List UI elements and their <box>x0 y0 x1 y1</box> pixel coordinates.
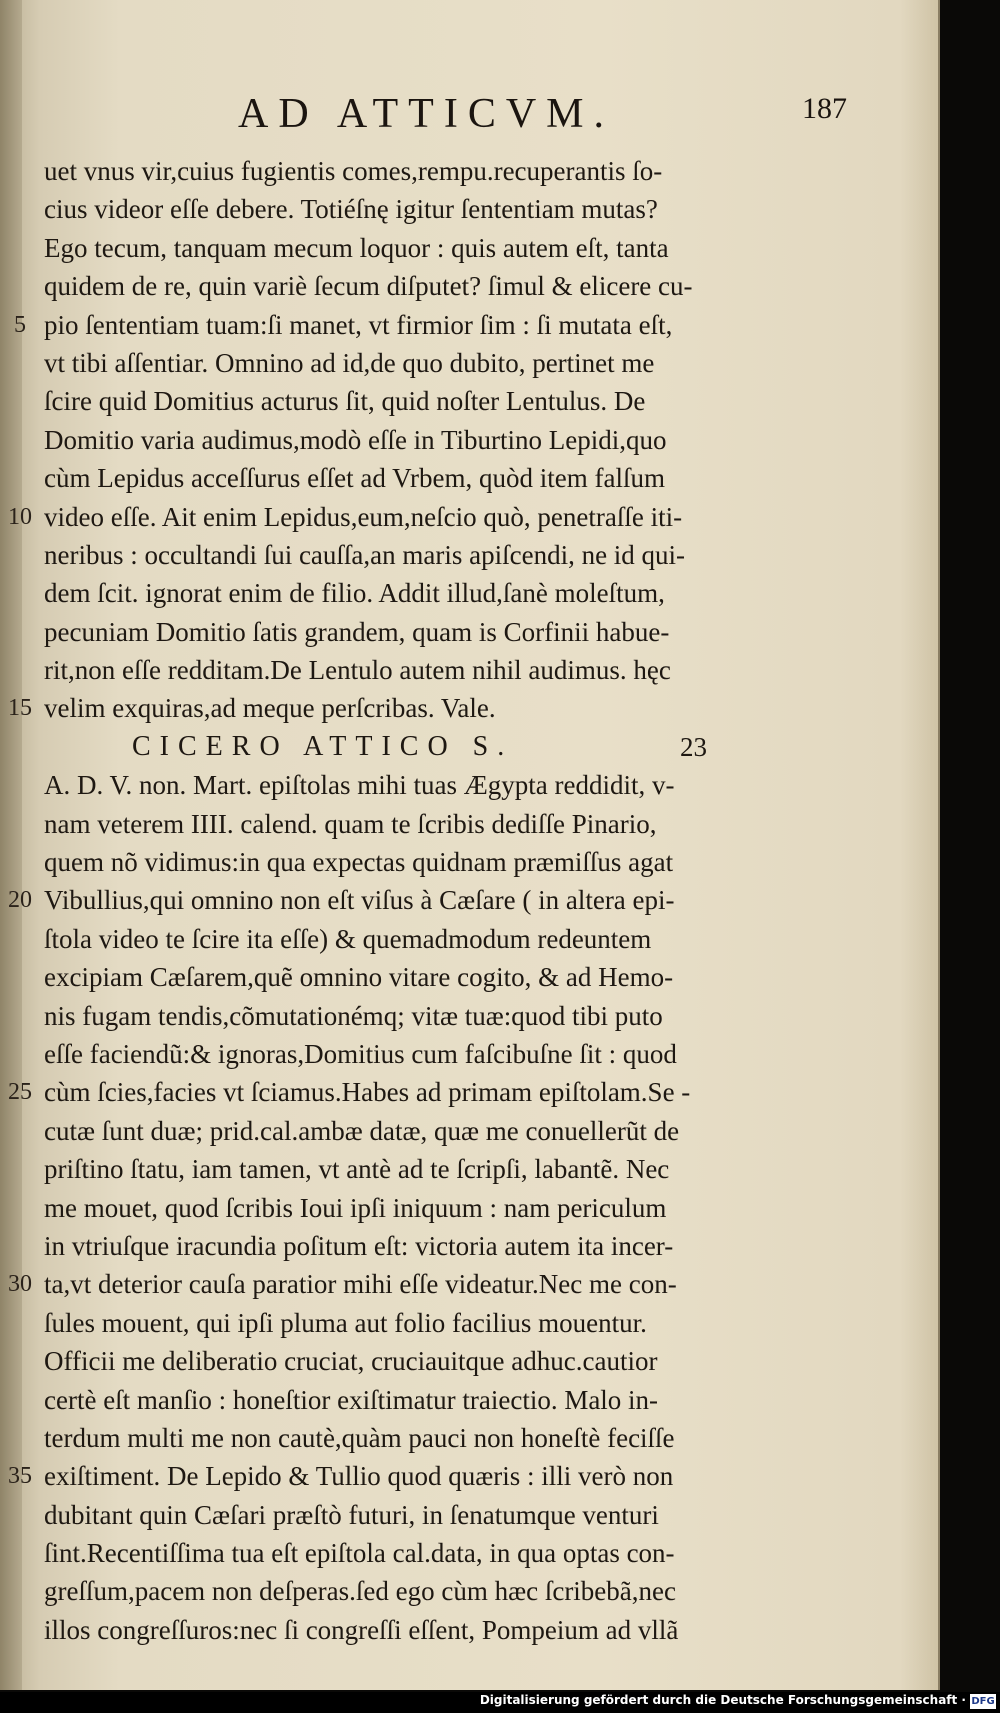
text-line <box>0 1112 938 1150</box>
line-text: ſules mouent, qui ipſi pluma aut folio facilius mouentur. <box>44 1307 647 1338</box>
line-text: exiſtiment. De Lepido & Tullio quod quæris : illi verò non <box>44 1461 674 1492</box>
text-line <box>0 229 938 267</box>
text-line <box>0 190 938 228</box>
text-line <box>0 1572 938 1610</box>
line-text: eſſe faciendũ:& ignoras,Domitius cum faſcibuſne ſit : quod <box>44 1038 677 1069</box>
text-line <box>0 1534 938 1572</box>
line-text: ſint.Recentiſſima tua eſt epiſtola cal.data, in qua optas con- <box>44 1538 675 1569</box>
line-text: me mouet, quod ſcribis Ioui ipſi iniquum : nam periculum <box>44 1192 667 1223</box>
digitization-footer <box>0 1692 1000 1713</box>
line-text: Ego tecum, tanquam mecum loquor : quis autem eſt, tanta <box>44 232 669 263</box>
text-line <box>0 1304 938 1342</box>
line-text: vt tibi aſſentiar. Omnino ad id,de quo dubito, pertinet me <box>44 347 655 378</box>
text-line <box>0 152 938 190</box>
line-text: quidem de re, quin variè ſecum diſputet? ſimul & elicere cu- <box>44 271 693 302</box>
text-line <box>0 344 938 382</box>
text-line <box>0 1611 938 1649</box>
line-number: 25 <box>8 1079 32 1106</box>
line-text: cùm ſcies,facies vt ſciamus.Habes ad primam epiſtolam.Se - <box>44 1077 691 1108</box>
text-line <box>0 1381 938 1419</box>
line-text: pio ſententiam tuam:ſi manet, vt firmior ſim : ſi mutata eſt, <box>44 309 673 340</box>
text-line <box>0 421 938 459</box>
line-text: velim exquiras,ad meque perſcribas. Vale. <box>44 693 496 724</box>
line-text: Officii me deliberatio cruciat, cruciauitque adhuc.cautior <box>44 1346 658 1377</box>
line-number: 10 <box>8 503 32 530</box>
line-text: dubitant quin Cæſari præſtò futuri, in ſenatumque venturi <box>44 1499 659 1530</box>
line-text: rit,non eſſe redditam.De Lentulo autem nihil audimus. hęc <box>44 655 671 686</box>
text-line <box>0 306 938 344</box>
line-number: 5 <box>14 311 26 338</box>
line-text: Domitio varia audimus,modò eſſe in Tiburtino Lepidi,quo <box>44 424 667 455</box>
text-line <box>0 1150 938 1188</box>
line-text: pecuniam Domitio ſatis grandem, quam is Corfinii habue- <box>44 616 670 647</box>
funding-credit: Digitalisierung gefördert durch die Deutsche Forschungsgemeinschaft · <box>479 1693 966 1707</box>
running-head: AD ATTICVM. <box>238 91 615 137</box>
text-line <box>0 1419 938 1457</box>
line-number: 15 <box>8 695 32 722</box>
line-text: illos congreſſuros:nec ſi congreſſi eſſent, Pompeium ad vllã <box>44 1614 679 1645</box>
text-line <box>0 958 938 996</box>
line-text: priſtino ſtatu, iam tamen, vt antè ad te ſcripſi, labantẽ. Nec <box>44 1154 670 1185</box>
text-line <box>0 1457 938 1495</box>
letter-heading <box>0 728 938 766</box>
text-line <box>0 1073 938 1111</box>
text-line <box>0 267 938 305</box>
line-text: ta,vt deterior cauſa paratior mihi eſſe videatur.Nec me con- <box>44 1269 677 1300</box>
text-line <box>0 805 938 843</box>
line-text: terdum multi me non cautè,quàm pauci non honeſtè feciſſe <box>44 1422 675 1453</box>
line-number: 20 <box>8 887 32 914</box>
line-text: uet vnus vir,cuius fugientis comes,rempu.recuperantis ſo- <box>44 156 663 186</box>
line-text: ſtola video te ſcire ita eſſe) & quemadmodum redeuntem <box>44 923 652 954</box>
text-line <box>0 459 938 497</box>
text-line <box>0 1189 938 1227</box>
line-text: quem nõ vidimus:in qua expectas quidnam præmiſſus agat <box>44 847 674 878</box>
text-line <box>0 1496 938 1534</box>
line-text: nam veterem IIII. calend. quam te ſcribis dediſſe Pinario, <box>44 808 657 839</box>
line-text: cùm Lepidus acceſſurus eſſet ad Vrbem, quòd item falſum <box>44 463 665 494</box>
line-text: greſſum,pacem non deſperas.ſed ego cùm hæc ſcribebã,nec <box>44 1576 676 1607</box>
line-text: ſcire quid Domitius acturus ſit, quid noſter Lentulus. De <box>44 386 646 417</box>
line-text: dem ſcit. ignorat enim de filio. Addit illud,ſanè moleſtum, <box>44 578 665 609</box>
text-line <box>0 689 938 727</box>
letter-heading-text: CICERO ATTICO S. <box>132 730 514 762</box>
text-line <box>0 382 938 420</box>
line-number: 35 <box>8 1463 32 1490</box>
text-block <box>0 152 938 1649</box>
line-text: video eſſe. Ait enim Lepidus,eum,neſcio quò, penetraſſe iti- <box>44 501 683 532</box>
letter-number: 23 <box>680 731 707 762</box>
page-header <box>0 86 938 146</box>
line-text: A. D. V. non. Mart. epiſtolas mihi tuas Ægypta reddidit, v- <box>44 770 675 801</box>
text-line <box>0 536 938 574</box>
text-line <box>0 1342 938 1380</box>
line-text: cutæ ſunt duæ; prid.cal.ambæ datæ, quæ me conuellerũt de <box>44 1115 680 1146</box>
text-line <box>0 1265 938 1303</box>
line-number: 30 <box>8 1271 32 1298</box>
text-line <box>0 843 938 881</box>
line-text: excipiam Cæſarem,quẽ omnino vitare cogito, & ad Hemo- <box>44 962 674 993</box>
line-text: cius videor eſſe debere. Totiéſnę igitur ſententiam mutas? <box>44 194 658 225</box>
text-line <box>0 651 938 689</box>
line-text: nis fugam tendis,cõmutationémq; vitæ tuæ:quod tibi puto <box>44 1000 663 1031</box>
text-line <box>0 574 938 612</box>
page-number: 187 <box>802 92 847 125</box>
text-line <box>0 1227 938 1265</box>
text-line <box>0 1035 938 1073</box>
text-line <box>0 613 938 651</box>
line-text: neribus : occultandi ſui cauſſa,an maris apiſcendi, ne id qui- <box>44 539 686 570</box>
text-line <box>0 881 938 919</box>
line-text: Vibullius,qui omnino non eſt viſus à Cæſare ( in altera epi- <box>44 885 675 916</box>
line-text: certè eſt manſio : honeſtior exiſtimatur traiectio. Malo in- <box>44 1384 659 1415</box>
text-line <box>0 997 938 1035</box>
text-line <box>0 766 938 804</box>
dfg-logo: DFG <box>971 1696 995 1707</box>
text-line <box>0 920 938 958</box>
line-text: in vtriuſque iracundia poſitum eſt: victoria autem ita incer- <box>44 1230 674 1261</box>
text-line <box>0 498 938 536</box>
